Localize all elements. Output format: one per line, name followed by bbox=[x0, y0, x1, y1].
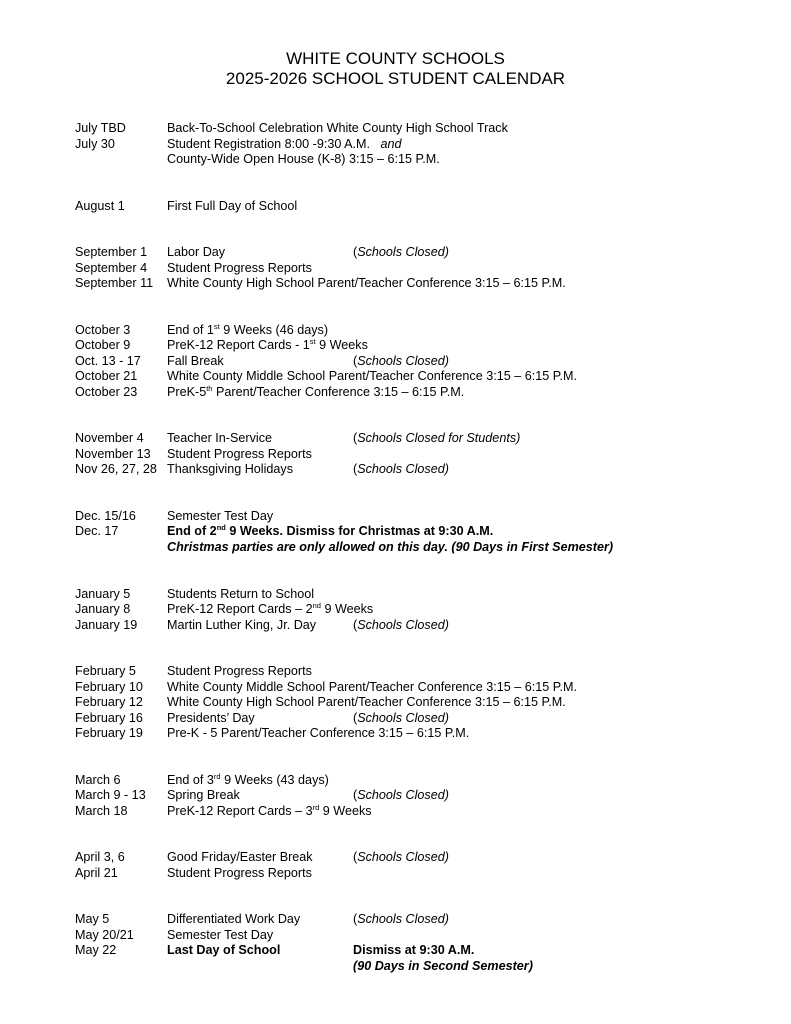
event-date: March 9 - 13 bbox=[75, 788, 146, 802]
calendar-row bbox=[0, 849, 791, 865]
event-text: End of 3 bbox=[167, 773, 214, 787]
event-note: (Schools Closed for Students) bbox=[353, 431, 521, 445]
event-text: End of 1 bbox=[167, 323, 214, 337]
calendar-row bbox=[0, 337, 791, 353]
event-date: Nov 26, 27, 28 bbox=[75, 462, 157, 476]
event-date: October 3 bbox=[75, 323, 131, 337]
event-description: Martin Luther King, Jr. Day bbox=[167, 618, 317, 632]
calendar-row bbox=[0, 679, 791, 695]
ordinal-suffix: st bbox=[309, 337, 316, 346]
note-text: Schools Closed bbox=[357, 912, 445, 926]
event-description: County-Wide Open House (K-8) 3:15 – 6:15 P.M. bbox=[167, 152, 440, 166]
event-description: White County Middle School Parent/Teacher Conference 3:15 – 6:15 P.M. bbox=[167, 369, 577, 383]
calendar-row bbox=[0, 120, 791, 136]
event-date: February 10 bbox=[75, 680, 143, 694]
school-name-title: WHITE COUNTY SCHOOLS bbox=[286, 49, 505, 68]
event-description: Fall Break bbox=[167, 354, 224, 368]
event-note: (Schools Closed) bbox=[353, 245, 449, 259]
event-description: Pre-K - 5 Parent/Teacher Conference 3:15 – 6:15 P.M. bbox=[167, 726, 470, 740]
event-date: March 6 bbox=[75, 773, 121, 787]
note-text: Schools Closed bbox=[357, 788, 445, 802]
event-date: April 3, 6 bbox=[75, 850, 125, 864]
event-date: Dec. 15/16 bbox=[75, 509, 136, 523]
event-text: 9 Weeks bbox=[319, 804, 372, 818]
event-description: Spring Break bbox=[167, 788, 240, 802]
event-description bbox=[167, 601, 373, 617]
event-date: February 16 bbox=[75, 711, 143, 725]
event-description: White County High School Parent/Teacher Conference 3:15 – 6:15 P.M. bbox=[167, 695, 566, 709]
event-description: Last Day of School bbox=[167, 943, 281, 957]
event-description bbox=[167, 322, 328, 338]
event-note: (Schools Closed) bbox=[353, 788, 449, 802]
event-text: 9 Weeks (46 days) bbox=[219, 323, 329, 337]
event-note: Dismiss at 9:30 A.M. bbox=[353, 943, 475, 957]
calendar-row bbox=[0, 911, 791, 927]
event-description: Labor Day bbox=[167, 245, 226, 259]
calendar-row bbox=[0, 927, 791, 943]
calendar-row bbox=[0, 430, 791, 446]
event-note: (90 Days in Second Semester) bbox=[353, 959, 533, 973]
calendar-row bbox=[0, 725, 791, 741]
calendar-row bbox=[0, 772, 791, 788]
event-date: July TBD bbox=[75, 121, 126, 135]
event-date: May 20/21 bbox=[75, 928, 134, 942]
event-date: October 23 bbox=[75, 385, 138, 399]
event-date: February 19 bbox=[75, 726, 143, 740]
event-date: Dec. 17 bbox=[75, 524, 119, 538]
calendar-row bbox=[0, 322, 791, 338]
event-description bbox=[167, 523, 493, 539]
event-date: October 9 bbox=[75, 338, 131, 352]
note-text: Schools Closed bbox=[357, 245, 445, 259]
event-date: Oct. 13 - 17 bbox=[75, 354, 141, 368]
event-date: September 11 bbox=[75, 276, 154, 290]
calendar-row bbox=[0, 151, 791, 167]
note-text: Schools Closed bbox=[357, 462, 445, 476]
event-description: White County High School Parent/Teacher Conference 3:15 – 6:15 P.M. bbox=[167, 276, 566, 290]
event-date: April 21 bbox=[75, 866, 118, 880]
event-text: End of 2 bbox=[167, 524, 217, 538]
event-date: January 5 bbox=[75, 587, 131, 601]
event-description bbox=[167, 772, 329, 788]
calendar-row bbox=[0, 942, 791, 958]
event-description: Semester Test Day bbox=[167, 509, 274, 523]
event-date: November 13 bbox=[75, 447, 151, 461]
note-text: Schools Closed bbox=[357, 618, 445, 632]
event-date: July 30 bbox=[75, 137, 115, 151]
event-description bbox=[167, 337, 368, 353]
ordinal-suffix: th bbox=[206, 384, 213, 393]
event-note: (Schools Closed) bbox=[353, 618, 449, 632]
event-date: February 5 bbox=[75, 664, 136, 678]
calendar-row bbox=[0, 446, 791, 462]
event-date: October 21 bbox=[75, 369, 138, 383]
calendar-row bbox=[0, 461, 791, 477]
event-note: (Schools Closed) bbox=[353, 462, 449, 476]
calendar-row bbox=[0, 787, 791, 803]
event-description: Student Progress Reports bbox=[167, 447, 312, 461]
calendar-row bbox=[0, 136, 791, 152]
event-text: PreK-12 Report Cards – 2 bbox=[167, 602, 313, 616]
event-description: Christmas parties are only allowed on this day. (90 Days in First Semester) bbox=[167, 540, 614, 554]
event-description: Student Progress Reports bbox=[167, 866, 312, 880]
event-note: (Schools Closed) bbox=[353, 354, 449, 368]
calendar-row bbox=[0, 617, 791, 633]
calendar-row bbox=[0, 368, 791, 384]
event-description: Semester Test Day bbox=[167, 928, 274, 942]
event-description bbox=[167, 136, 402, 152]
event-description bbox=[167, 384, 464, 400]
calendar-row bbox=[0, 353, 791, 369]
event-description: Differentiated Work Day bbox=[167, 912, 301, 926]
event-date: September 1 bbox=[75, 245, 148, 259]
ordinal-suffix: st bbox=[213, 322, 220, 331]
calendar-row bbox=[0, 275, 791, 291]
note-text: Schools Closed bbox=[357, 850, 445, 864]
calendar-row bbox=[0, 803, 791, 819]
event-description bbox=[167, 803, 372, 819]
calendar-row bbox=[0, 539, 791, 555]
event-text: Parent/Teacher Conference 3:15 – 6:15 P.M. bbox=[212, 385, 465, 399]
event-date: March 18 bbox=[75, 804, 128, 818]
calendar-row bbox=[0, 958, 791, 974]
event-description: Presidents’ Day bbox=[167, 711, 255, 725]
calendar-row bbox=[0, 244, 791, 260]
ordinal-suffix: nd bbox=[312, 601, 321, 610]
event-date: January 8 bbox=[75, 602, 131, 616]
ordinal-suffix: rd bbox=[213, 772, 221, 781]
calendar-row bbox=[0, 694, 791, 710]
event-description: Good Friday/Easter Break bbox=[167, 850, 313, 864]
event-date: January 19 bbox=[75, 618, 138, 632]
note-text: Schools Closed bbox=[357, 354, 445, 368]
note-text: Schools Closed bbox=[357, 711, 445, 725]
calendar-row bbox=[0, 384, 791, 400]
event-text: PreK-12 Report Cards – 3 bbox=[167, 804, 313, 818]
event-description: Student Progress Reports bbox=[167, 664, 312, 678]
event-description: Students Return to School bbox=[167, 587, 315, 601]
event-conjunction: and bbox=[380, 137, 402, 151]
event-description: Teacher In-Service bbox=[167, 431, 272, 445]
event-text: Student Registration 8:00 -9:30 A.M. bbox=[167, 137, 371, 151]
calendar-title: 2025-2026 SCHOOL STUDENT CALENDAR bbox=[225, 69, 566, 88]
event-text: 9 Weeks bbox=[315, 338, 368, 352]
calendar-row bbox=[0, 508, 791, 524]
event-text: PreK-12 Report Cards - 1 bbox=[167, 338, 310, 352]
calendar-row bbox=[0, 601, 791, 617]
event-description: Student Progress Reports bbox=[167, 261, 312, 275]
event-description: White County Middle School Parent/Teacher Conference 3:15 – 6:15 P.M. bbox=[167, 680, 577, 694]
calendar-row bbox=[0, 260, 791, 276]
event-date: February 12 bbox=[75, 695, 143, 709]
calendar-row bbox=[0, 586, 791, 602]
ordinal-suffix: nd bbox=[216, 523, 226, 532]
event-date: May 5 bbox=[75, 912, 110, 926]
event-description: First Full Day of School bbox=[167, 199, 298, 213]
event-text: 9 Weeks bbox=[320, 602, 374, 616]
event-date: August 1 bbox=[75, 199, 125, 213]
event-description: Back-To-School Celebration White County High School Track bbox=[167, 121, 508, 135]
event-description: Thanksgiving Holidays bbox=[167, 462, 293, 476]
event-text: 9 Weeks (43 days) bbox=[220, 773, 329, 787]
event-date: November 4 bbox=[75, 431, 144, 445]
note-text: Schools Closed for Students bbox=[357, 431, 517, 445]
event-date: May 22 bbox=[75, 943, 117, 957]
event-note: (Schools Closed) bbox=[353, 850, 449, 864]
ordinal-suffix: rd bbox=[312, 803, 320, 812]
event-note: (Schools Closed) bbox=[353, 711, 449, 725]
event-text: PreK-5 bbox=[167, 385, 207, 399]
calendar-row bbox=[0, 663, 791, 679]
event-date: September 4 bbox=[75, 261, 148, 275]
event-text: 9 Weeks. Dismiss for Christmas at 9:30 A.M. bbox=[225, 524, 494, 538]
calendar-row bbox=[0, 710, 791, 726]
calendar-row bbox=[0, 523, 791, 539]
calendar-row bbox=[0, 865, 791, 881]
event-note: (Schools Closed) bbox=[353, 912, 449, 926]
calendar-row bbox=[0, 198, 791, 214]
